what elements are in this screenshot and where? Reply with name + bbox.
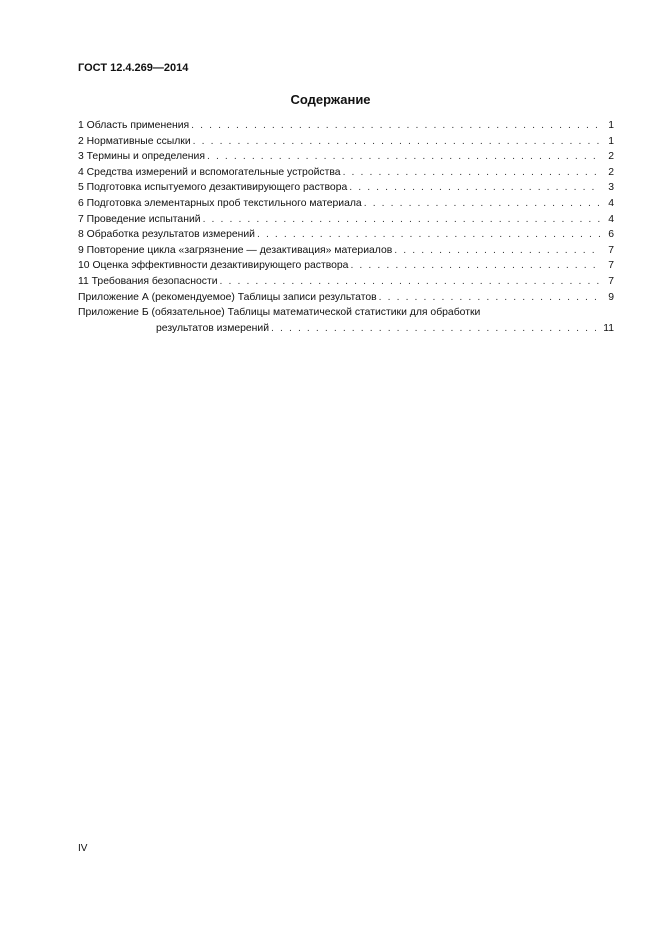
toc-leader-dots [364, 198, 600, 209]
toc-leader-dots [257, 229, 600, 240]
toc-leader-dots [350, 260, 600, 271]
toc-leader-dots [191, 120, 600, 131]
toc-leader-dots [193, 136, 600, 147]
toc-entry[interactable] [78, 198, 614, 214]
toc-title: Содержание [290, 92, 371, 107]
toc-entry-label: 5 Подготовка испытуемого дезактивирующего раствора [78, 182, 348, 194]
toc-entry-appendix-b-continuation[interactable] [78, 323, 614, 339]
toc-entry-label: 6 Подготовка элементарных проб текстильного материала [78, 197, 362, 209]
toc-entry[interactable] [78, 214, 614, 230]
toc-entry[interactable] [78, 167, 614, 183]
table-of-contents [78, 120, 614, 338]
toc-entry-label: результатов измерений [156, 322, 270, 334]
toc-entry-page: 1 [608, 135, 614, 147]
toc-entry-label: Приложение А (рекомендуемое) Таблицы записи результатов [78, 291, 377, 303]
toc-leader-dots [379, 292, 600, 303]
toc-leader-dots [343, 167, 600, 178]
toc-entry-page: 6 [608, 229, 614, 241]
toc-entry-page: 7 [608, 275, 614, 287]
toc-leader-dots [349, 182, 600, 193]
toc-entry-page: 9 [608, 291, 614, 303]
toc-entry-page: 2 [608, 151, 614, 163]
toc-entry-label: 11 Требования безопасности [78, 275, 218, 287]
toc-entry-page: 4 [608, 197, 614, 209]
toc-entry-page: 11 [603, 322, 614, 334]
toc-entry-page: 3 [608, 182, 614, 194]
toc-entry-appendix-b[interactable] [78, 307, 614, 323]
toc-entry[interactable] [78, 276, 614, 292]
toc-entry[interactable] [78, 120, 614, 136]
toc-leader-dots [394, 245, 600, 256]
toc-entry[interactable] [78, 292, 614, 308]
toc-entry-label: 8 Обработка результатов измерений [78, 229, 255, 241]
toc-entry-label: 4 Средства измерений и вспомогательные устройства [78, 166, 341, 178]
toc-entry-page: 4 [608, 213, 614, 225]
toc-entry-label: 2 Нормативные ссылки [78, 135, 191, 147]
toc-entry-label: 3 Термины и определения [78, 151, 205, 163]
toc-entry-label: Приложение Б (обязательное) Таблицы математической статистики для обработки [78, 307, 481, 319]
document-code: ГОСТ 12.4.269—2014 [78, 62, 189, 74]
toc-leader-dots [203, 214, 600, 225]
toc-entry[interactable] [78, 229, 614, 245]
toc-entry-page: 2 [608, 166, 614, 178]
toc-leader-dots [207, 151, 600, 162]
toc-entry[interactable] [78, 245, 614, 261]
toc-leader-dots [271, 323, 596, 334]
toc-entry[interactable] [78, 136, 614, 152]
page-number: IV [78, 843, 88, 854]
toc-entry[interactable] [78, 182, 614, 198]
toc-entry-label: 1 Область применения [78, 120, 190, 131]
toc-entry-page: 7 [608, 260, 614, 272]
toc-entry-label: 7 Проведение испытаний [78, 213, 201, 225]
toc-leader-dots [220, 276, 600, 287]
toc-entry-label: 10 Оценка эффективности дезактивирующего раствора [78, 260, 349, 272]
toc-entry[interactable] [78, 260, 614, 276]
toc-entry-label: 9 Повторение цикла «загрязнение — дезактивация» материалов [78, 244, 393, 256]
toc-entry[interactable] [78, 151, 614, 167]
toc-entry-page: 7 [608, 244, 614, 256]
toc-entry-page: 1 [608, 120, 614, 131]
